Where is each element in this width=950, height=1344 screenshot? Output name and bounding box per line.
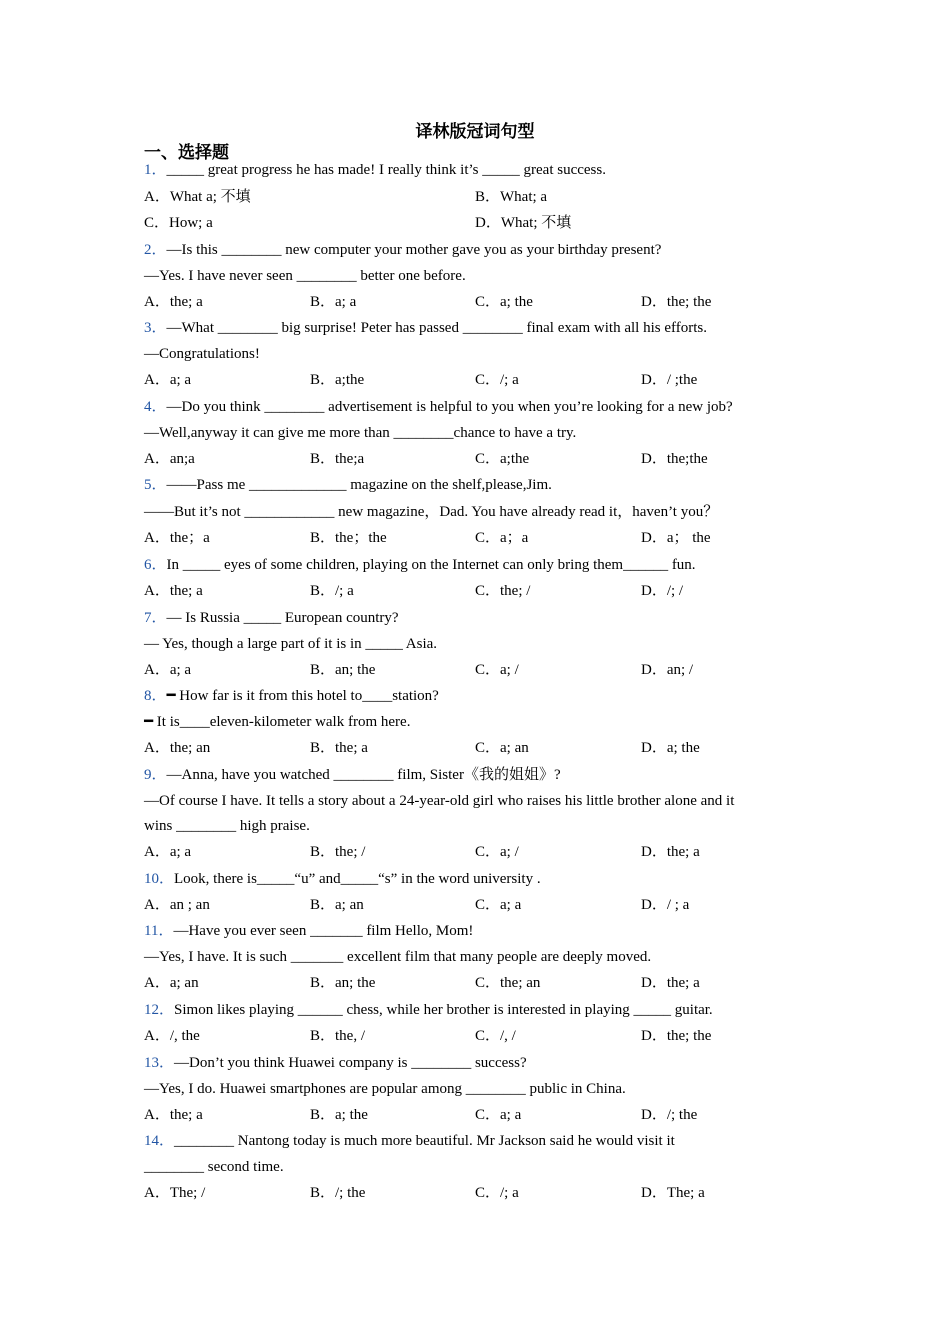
answer-option[interactable]: A．a; a bbox=[144, 844, 192, 860]
answer-option[interactable]: D．/; the bbox=[641, 1107, 698, 1123]
question-line bbox=[144, 634, 814, 654]
answer-option[interactable]: B．a; an bbox=[310, 897, 364, 913]
answer-option[interactable]: B．the; / bbox=[310, 844, 366, 860]
answer-option[interactable]: B．/; a bbox=[310, 583, 354, 599]
answer-option[interactable]: D．a; the bbox=[641, 740, 700, 756]
answer-option[interactable]: A．the；a bbox=[144, 530, 210, 546]
answer-option[interactable]: C．the; an bbox=[475, 975, 541, 991]
question-text: — Is Russia _____ European country? bbox=[166, 610, 399, 626]
answer-option[interactable]: D．What; 不填 bbox=[475, 215, 572, 231]
answer-option[interactable]: D．the; the bbox=[641, 1028, 712, 1044]
answer-option[interactable]: B．the；the bbox=[310, 530, 387, 546]
question-text: ________ second time. bbox=[144, 1159, 284, 1175]
question-text: wins ________ high praise. bbox=[144, 818, 310, 834]
question-stem bbox=[144, 475, 814, 495]
question-stem bbox=[144, 869, 814, 889]
question-text: ________ Nantong today is much more beautiful. Mr Jackson said he would visit it bbox=[174, 1133, 675, 1149]
question-text: —Don’t you think Huawei company is ________ success? bbox=[174, 1055, 527, 1071]
answer-option[interactable]: C．/, / bbox=[475, 1028, 516, 1044]
question-line bbox=[144, 502, 814, 522]
question-number: 14． bbox=[144, 1133, 175, 1149]
answer-option[interactable]: D．an; / bbox=[641, 662, 694, 678]
question-stem bbox=[144, 555, 814, 575]
answer-option[interactable]: D．the;the bbox=[641, 451, 708, 467]
answer-option[interactable]: C．a；a bbox=[475, 530, 529, 546]
question-number: 10． bbox=[144, 871, 175, 887]
question-text: In _____ eyes of some children, playing on the Internet can only bring them______ fun. bbox=[166, 557, 696, 573]
question-line bbox=[144, 947, 814, 967]
question-stem bbox=[144, 240, 814, 260]
answer-option[interactable]: A．the; a bbox=[144, 294, 203, 310]
question-text: ━ How far is it from this hotel to____station? bbox=[166, 688, 439, 704]
answer-option[interactable]: A．a; a bbox=[144, 372, 192, 388]
answer-option[interactable]: C．a; / bbox=[475, 662, 519, 678]
question-number: 13． bbox=[144, 1055, 175, 1071]
answer-option[interactable]: A．the; an bbox=[144, 740, 211, 756]
answer-option[interactable]: A．The; / bbox=[144, 1185, 206, 1201]
answer-option[interactable]: D．/ ; a bbox=[641, 897, 690, 913]
question-text: ——Pass me _____________ magazine on the shelf,please,Jim. bbox=[166, 477, 552, 493]
answer-option[interactable]: A．the; a bbox=[144, 583, 203, 599]
question-text: Simon likes playing ______ chess, while her brother is interested in playing _____ guitar. bbox=[174, 1002, 713, 1018]
answer-option[interactable]: C．/; a bbox=[475, 372, 519, 388]
answer-option[interactable]: C．a; the bbox=[475, 294, 533, 310]
question-number: 3． bbox=[144, 320, 167, 336]
question-text: _____ great progress he has made! I really think it’s _____ great success. bbox=[166, 162, 606, 178]
question-stem bbox=[144, 160, 814, 180]
question-text: —Of course I have. It tells a story about a 24-year-old girl who raises his little brother alone and it bbox=[144, 793, 735, 809]
question-number: 1． bbox=[144, 162, 167, 178]
question-line bbox=[144, 1157, 814, 1177]
question-stem bbox=[144, 1131, 814, 1151]
question-text: —Yes, I have. It is such _______ excellent film that many people are deeply moved. bbox=[144, 949, 652, 965]
question-line bbox=[144, 712, 814, 732]
answer-option[interactable]: C．a; a bbox=[475, 897, 522, 913]
question-stem bbox=[144, 765, 814, 785]
question-number: 12． bbox=[144, 1002, 175, 1018]
question-line bbox=[144, 344, 814, 364]
page-title: 译林版冠词句型 bbox=[415, 122, 535, 141]
question-text: ━ It is____eleven-kilometer walk from here. bbox=[144, 714, 411, 730]
answer-option[interactable]: C．a; an bbox=[475, 740, 529, 756]
question-text: —Yes, I do. Huawei smartphones are popular among ________ public in China. bbox=[144, 1081, 626, 1097]
question-number: 2． bbox=[144, 242, 167, 258]
question-text: —Well,anyway it can give me more than ________chance to have a try. bbox=[144, 425, 577, 441]
section-heading: 一、选择题 bbox=[144, 143, 229, 162]
question-text: —What ________ big surprise! Peter has passed ________ final exam with all his efforts. bbox=[166, 320, 707, 336]
answer-option[interactable]: B．an; the bbox=[310, 975, 376, 991]
question-number: 6． bbox=[144, 557, 167, 573]
answer-option[interactable]: B．What; a bbox=[475, 189, 548, 205]
question-text: —Anna, have you watched ________ film, Sister《我的姐姐》? bbox=[166, 767, 561, 783]
answer-option[interactable]: A．a; a bbox=[144, 662, 192, 678]
question-line bbox=[144, 1079, 814, 1099]
question-text: —Is this ________ new computer your mother gave you as your birthday present? bbox=[166, 242, 662, 258]
question-text: —Do you think ________ advertisement is helpful to you when you’re looking for a new job? bbox=[166, 399, 733, 415]
answer-option[interactable]: C．How; a bbox=[144, 215, 213, 231]
answer-option[interactable]: D．/; / bbox=[641, 583, 684, 599]
question-number: 9． bbox=[144, 767, 167, 783]
answer-option[interactable]: D．the; a bbox=[641, 975, 700, 991]
question-number: 11． bbox=[144, 923, 174, 939]
answer-option[interactable]: A．the; a bbox=[144, 1107, 203, 1123]
question-line bbox=[144, 791, 814, 811]
answer-option[interactable]: B．the; a bbox=[310, 740, 368, 756]
question-stem bbox=[144, 397, 814, 417]
answer-option[interactable]: C．/; a bbox=[475, 1185, 519, 1201]
answer-option[interactable]: C．a; a bbox=[475, 1107, 522, 1123]
answer-option[interactable]: A．an;a bbox=[144, 451, 195, 467]
question-stem bbox=[144, 1000, 814, 1020]
question-stem bbox=[144, 608, 814, 628]
answer-option[interactable]: B．the, / bbox=[310, 1028, 365, 1044]
answer-option[interactable]: A．a; an bbox=[144, 975, 199, 991]
answer-option[interactable]: C．the; / bbox=[475, 583, 531, 599]
answer-option[interactable]: B．a; the bbox=[310, 1107, 368, 1123]
question-line bbox=[144, 266, 814, 286]
answer-option[interactable]: D．the; the bbox=[641, 294, 712, 310]
question-stem bbox=[144, 1053, 814, 1073]
answer-option[interactable]: D．the; a bbox=[641, 844, 700, 860]
question-stem bbox=[144, 921, 814, 941]
answer-option[interactable]: B．a; a bbox=[310, 294, 357, 310]
question-text: ——But it’s not ____________ new magazine，Dad. You have already read it，haven’t you？ bbox=[144, 504, 719, 520]
answer-option[interactable]: D．The; a bbox=[641, 1185, 705, 1201]
answer-option[interactable]: D．a； the bbox=[641, 530, 711, 546]
answer-option[interactable]: A．an ; an bbox=[144, 897, 210, 913]
answer-option[interactable]: A．/, the bbox=[144, 1028, 200, 1044]
question-number: 5． bbox=[144, 477, 167, 493]
answer-option[interactable]: B．/; the bbox=[310, 1185, 366, 1201]
question-number: 8． bbox=[144, 688, 167, 704]
question-stem bbox=[144, 686, 814, 706]
answer-option[interactable]: B．the;a bbox=[310, 451, 365, 467]
answer-option[interactable]: B．a;the bbox=[310, 372, 365, 388]
question-line bbox=[144, 423, 814, 443]
question-text: —Have you ever seen _______ film Hello, Mom! bbox=[173, 923, 474, 939]
answer-option[interactable]: A．What a; 不填 bbox=[144, 189, 251, 205]
question-stem bbox=[144, 318, 814, 338]
answer-option[interactable]: B．an; the bbox=[310, 662, 376, 678]
answer-option[interactable]: D．/ ;the bbox=[641, 372, 698, 388]
question-text: — Yes, though a large part of it is in _____ Asia. bbox=[144, 636, 438, 652]
question-text: —Congratulations! bbox=[144, 346, 260, 362]
question-text: Look, there is_____“u” and_____“s” in the word university . bbox=[174, 871, 541, 887]
question-line bbox=[144, 816, 814, 836]
answer-option[interactable]: C．a; / bbox=[475, 844, 519, 860]
question-number: 4． bbox=[144, 399, 167, 415]
question-text: —Yes. I have never seen ________ better one before. bbox=[144, 268, 466, 284]
question-number: 7． bbox=[144, 610, 167, 626]
answer-option[interactable]: C．a;the bbox=[475, 451, 530, 467]
